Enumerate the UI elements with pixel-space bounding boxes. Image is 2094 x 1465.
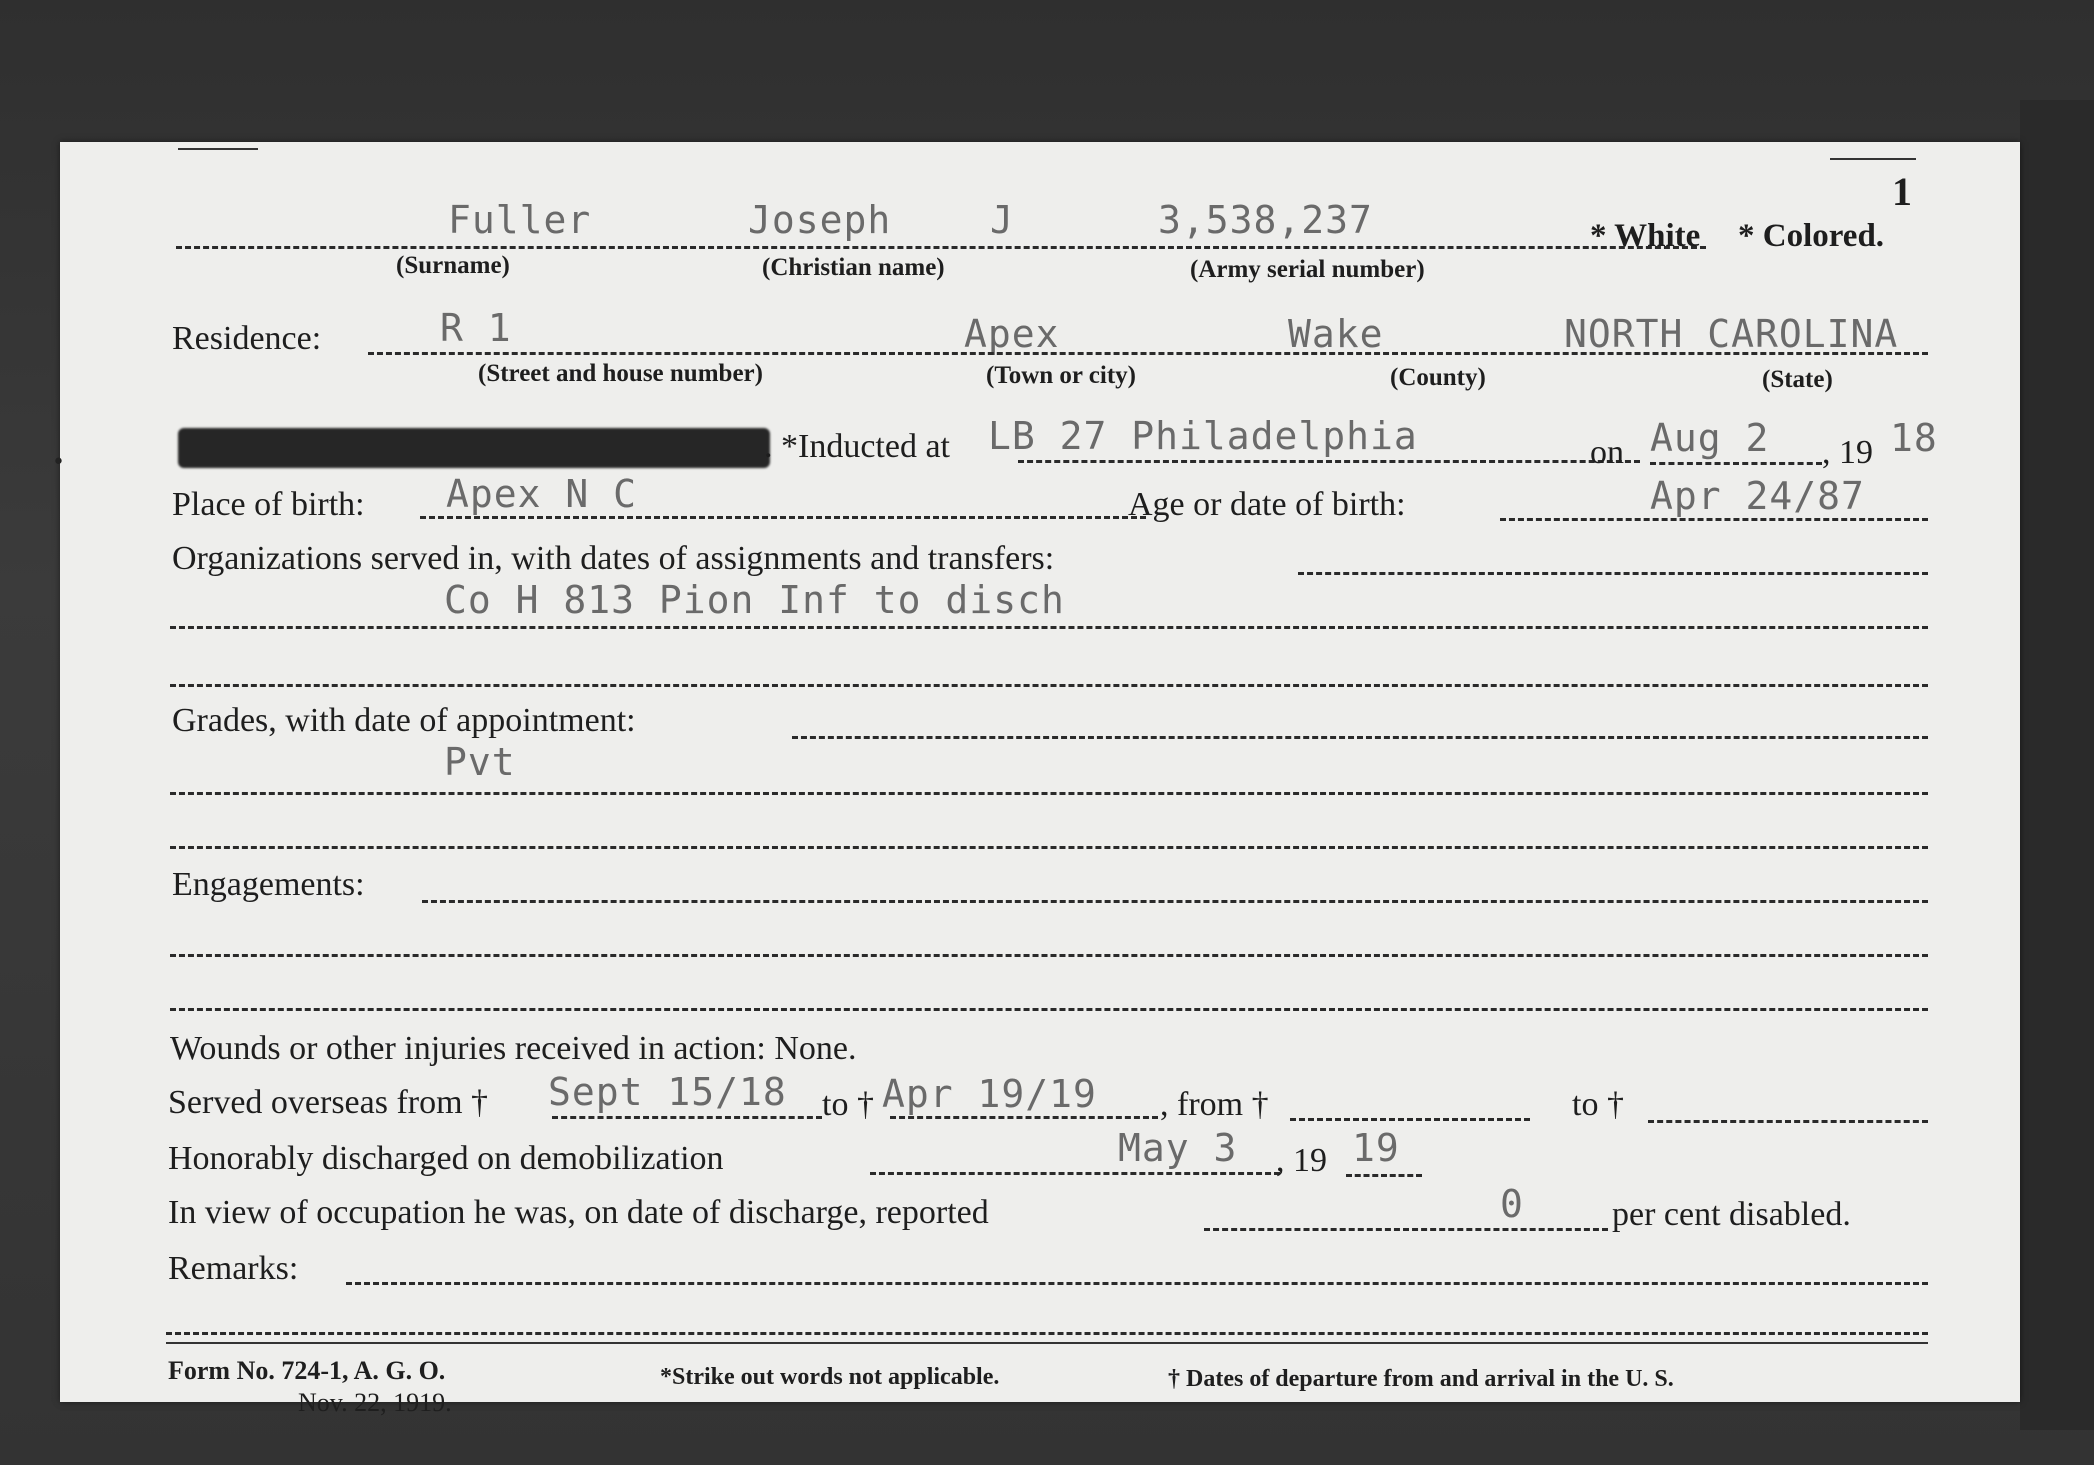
residence-town-value: Apex <box>964 312 1060 356</box>
engagements-line-3 <box>170 1008 1928 1011</box>
christian-name-value: Joseph <box>748 198 892 242</box>
organizations-line-2 <box>170 626 1928 629</box>
state-caption: (State) <box>1762 366 1833 393</box>
disability-suffix: per cent disabled. <box>1612 1196 1851 1233</box>
residence-county-value: Wake <box>1288 312 1384 356</box>
inducted-year-prefix: , 19 <box>1822 434 1873 471</box>
remarks-line-2 <box>166 1332 1928 1335</box>
grades-line-3 <box>170 846 1928 849</box>
form-number: Form No. 724-1, A. G. O. <box>168 1356 446 1385</box>
grades-value: Pvt <box>444 740 516 784</box>
residence-line <box>368 352 1928 355</box>
disability-value: 0 <box>1500 1182 1524 1226</box>
organizations-line-3 <box>170 684 1928 687</box>
scan-border-right <box>2020 100 2094 1430</box>
serial-number-value: 3,538,237 <box>1158 198 1373 242</box>
birthdate-line <box>1500 518 1928 521</box>
footer-rule <box>166 1342 1928 1344</box>
white-label: * White <box>1590 218 1701 254</box>
inducted-place-value: LB 27 Philadelphia <box>988 414 1418 458</box>
overseas-to-label: to † <box>822 1086 874 1123</box>
grades-label: Grades, with date of appointment: <box>172 702 636 739</box>
overseas-from-label: Served overseas from † <box>168 1084 489 1121</box>
overseas-to2-label: to † <box>1572 1086 1624 1123</box>
organizations-line-1 <box>1298 572 1928 575</box>
discharge-date-value: May 3 <box>1118 1126 1238 1170</box>
birthplace-line <box>420 516 1146 519</box>
overseas-from2-line <box>1290 1118 1530 1121</box>
colored-label: * Colored. <box>1738 218 1885 254</box>
surname-value: Fuller <box>448 198 592 242</box>
strike-out-note: *Strike out words not applicable. <box>660 1364 1000 1390</box>
inducted-label: . *Inducted at <box>764 428 950 465</box>
engagements-label: Engagements: <box>172 866 365 903</box>
residence-state-value: NORTH CAROLINA <box>1564 312 1899 356</box>
overseas-to-value: Apr 19/19 <box>882 1072 1097 1116</box>
remarks-label: Remarks: <box>168 1250 299 1287</box>
birthplace-label: Place of birth: <box>172 486 365 523</box>
discharge-label: Honorably discharged on demobilization <box>168 1140 724 1177</box>
discharge-date-line <box>870 1172 1280 1175</box>
inducted-place-line <box>1018 460 1640 463</box>
margin-mark: • <box>52 450 65 475</box>
organizations-label: Organizations served in, with dates of assignments and transfers: <box>172 540 1055 577</box>
grades-line-1 <box>792 736 1928 739</box>
disability-line <box>1204 1228 1608 1231</box>
discharge-year-prefix: , 19 <box>1276 1142 1327 1179</box>
overseas-to-line <box>890 1116 1158 1119</box>
top-left-rule <box>178 148 258 150</box>
overseas-to2-line <box>1648 1120 1928 1123</box>
birthplace-value: Apex N C <box>446 472 638 516</box>
christian-name-caption: (Christian name) <box>762 254 945 281</box>
inducted-date-line <box>1650 462 1822 465</box>
inducted-date-value: Aug 2 <box>1650 416 1770 460</box>
engagements-line-1 <box>422 900 1928 903</box>
name-line <box>176 246 1706 249</box>
discharge-year-line <box>1346 1174 1422 1177</box>
card-number: 1 <box>1892 169 1912 214</box>
overseas-from2-label: , from † <box>1160 1086 1269 1123</box>
service-record-card <box>52 142 2020 1417</box>
remarks-line-1 <box>346 1282 1928 1285</box>
middle-initial-value: J <box>990 198 1014 242</box>
organizations-value: Co H 813 Pion Inf to disch <box>444 578 1065 622</box>
disability-label: In view of occupation he was, on date of discharge, reported <box>168 1194 989 1231</box>
grades-line-2 <box>170 792 1928 795</box>
street-caption: (Street and house number) <box>478 360 763 387</box>
serial-number-caption: (Army serial number) <box>1190 256 1425 283</box>
birthdate-value: Apr 24/87 <box>1650 474 1865 518</box>
overseas-from-value: Sept 15/18 <box>548 1070 787 1114</box>
residence-label: Residence: <box>172 320 322 357</box>
redacted-enlistment-text <box>178 428 770 468</box>
surname-caption: (Surname) <box>396 252 510 279</box>
discharge-year-value: 19 <box>1352 1126 1400 1170</box>
inducted-on-label: on <box>1590 434 1624 471</box>
county-caption: (County) <box>1390 364 1486 391</box>
residence-street-value: R 1 <box>440 306 512 350</box>
town-caption: (Town or city) <box>986 362 1136 389</box>
form-date: Nov. 22, 1919. <box>298 1388 452 1417</box>
engagements-line-2 <box>170 954 1928 957</box>
birthdate-label: Age or date of birth: <box>1128 486 1406 523</box>
top-right-rule <box>1830 158 1916 160</box>
wounds-label: Wounds or other injuries received in action: None. <box>170 1030 857 1067</box>
inducted-year-value: 18 <box>1890 416 1938 460</box>
dates-note: † Dates of departure from and arrival in the U. S. <box>1168 1366 1674 1392</box>
overseas-from-line <box>552 1116 822 1119</box>
